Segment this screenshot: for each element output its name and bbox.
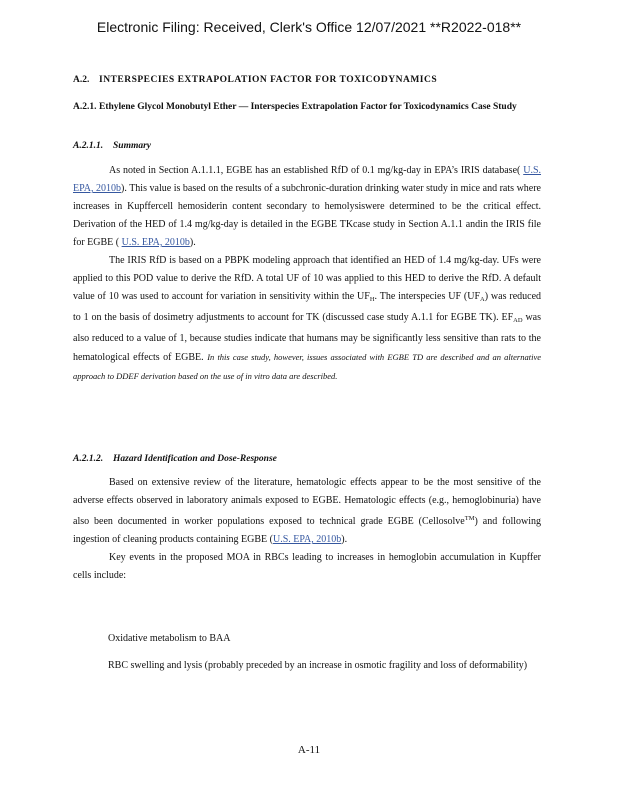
- text-run: . The interspecies UF (UF: [374, 291, 481, 302]
- section-title: INTERSPECIES EXTRAPOLATION FACTOR FOR TOXICODYNAMICS: [99, 75, 438, 85]
- section-number: A.2.1.2.: [73, 454, 104, 464]
- hazard-body: [73, 474, 541, 585]
- text-run: ) was reduced to 1 on the basis of dosimetry adjustments to account for TK (discussed case study A.1.1 for EGBE TK). EF: [73, 291, 542, 323]
- section-heading-a211: [73, 141, 541, 151]
- section-heading-a212: [73, 454, 541, 464]
- text-run: The IRIS RfD is based on a PBPK modeling approach that identified an HED of 1.4 mg/kg-day. UFs were applied to this POD value to derive the RfD. A total UF of 10 was applied to this HED to derive the RfD. A default value of 10 was used to account for variation in sensitivity within the UF: [73, 255, 541, 302]
- hazard-paragraph-1: [73, 474, 541, 549]
- text-run: ).: [341, 534, 348, 545]
- list-item-text: RBC swelling and lysis (probably preceded by an increase in osmotic fragility and loss of deformability): [108, 660, 528, 671]
- section-title: Hazard Identification and Dose-Response: [113, 454, 277, 464]
- citation-link[interactable]: U.S. EPA, 2010b: [121, 237, 190, 248]
- text-run: ) and following ingestion of cleaning products containing EGBE (: [73, 516, 542, 545]
- text-run: ). This value is based on the results of a subchronic-duration drinking water study in mice and rats where increases in Kupffercell hemosiderin content secondary to hemolysiswere determined to be the critical effect. Derivation of the HED of 1.4 mg/kg-day is detailed in the EGBE TKcase study in Section A.1.1 andin the IRIS file for EGBE (: [73, 183, 541, 248]
- section-number: A.2.1.: [73, 102, 97, 112]
- text-run: was also reduced to a value of 1, because studies indicate that humans may be significantly less sensitive than rats to the hematological effects of EGBE.: [73, 312, 541, 363]
- subscript: AD: [513, 317, 523, 324]
- summary-paragraph-2: [73, 252, 541, 386]
- bullet-icon: [90, 659, 108, 672]
- section-heading-a2: [73, 75, 541, 85]
- subscript: H: [369, 296, 375, 303]
- section-title: Summary: [113, 141, 152, 151]
- hazard-paragraph-2: Key events in the proposed MOA in RBCs leading to increases in hemoglobin accumulation in Kupffer cells include:: [73, 552, 541, 581]
- section-heading-a21: [73, 98, 541, 116]
- summary-paragraph-1: [73, 162, 541, 252]
- section-number: A.2.1.1.: [73, 141, 104, 151]
- superscript: TM: [464, 515, 475, 522]
- page-number: A-11: [297, 744, 321, 756]
- list-item-text: Oxidative metabolism to BAA: [108, 633, 231, 644]
- text-run: As noted in Section A.1.1.1, EGBE has an established RfD of 0.1 mg/kg-day in EPA’s IRIS database(: [109, 165, 521, 176]
- summary-body: [73, 162, 541, 386]
- list-item: [90, 659, 540, 672]
- text-run: Based on extensive review of the literature, hematologic effects appear to be the most sensitive of the adverse effects observed in laboratory animals exposed to EGBE. Hematologic effects (e.g., hemoglobinuria) have also been documented in worker populations exposed to technical grade EGBE (Cellosolve: [73, 477, 541, 527]
- text-run: ).: [189, 237, 196, 248]
- citation-link[interactable]: U.S. EPA, 2010b: [272, 534, 342, 545]
- section-number: A.2.: [73, 75, 90, 85]
- list-item: [90, 632, 540, 645]
- subscript: A: [480, 296, 485, 303]
- key-events-list: [90, 632, 540, 686]
- bullet-icon: [90, 632, 108, 645]
- italic-note: In this case study, however, issues associated with EGBE TD are described and an alternative approach to DDEF derivation based on the use of in vitro data are described.: [73, 352, 542, 381]
- section-title: Ethylene Glycol Monobutyl Ether — Interspecies Extrapolation Factor for Toxicodynamics Case Study: [99, 102, 517, 112]
- filing-header: Electronic Filing: Received, Clerk's Office 12/07/2021 **R2022-018**: [96, 19, 522, 35]
- citation-link[interactable]: U.S. EPA, 2010b: [73, 165, 542, 194]
